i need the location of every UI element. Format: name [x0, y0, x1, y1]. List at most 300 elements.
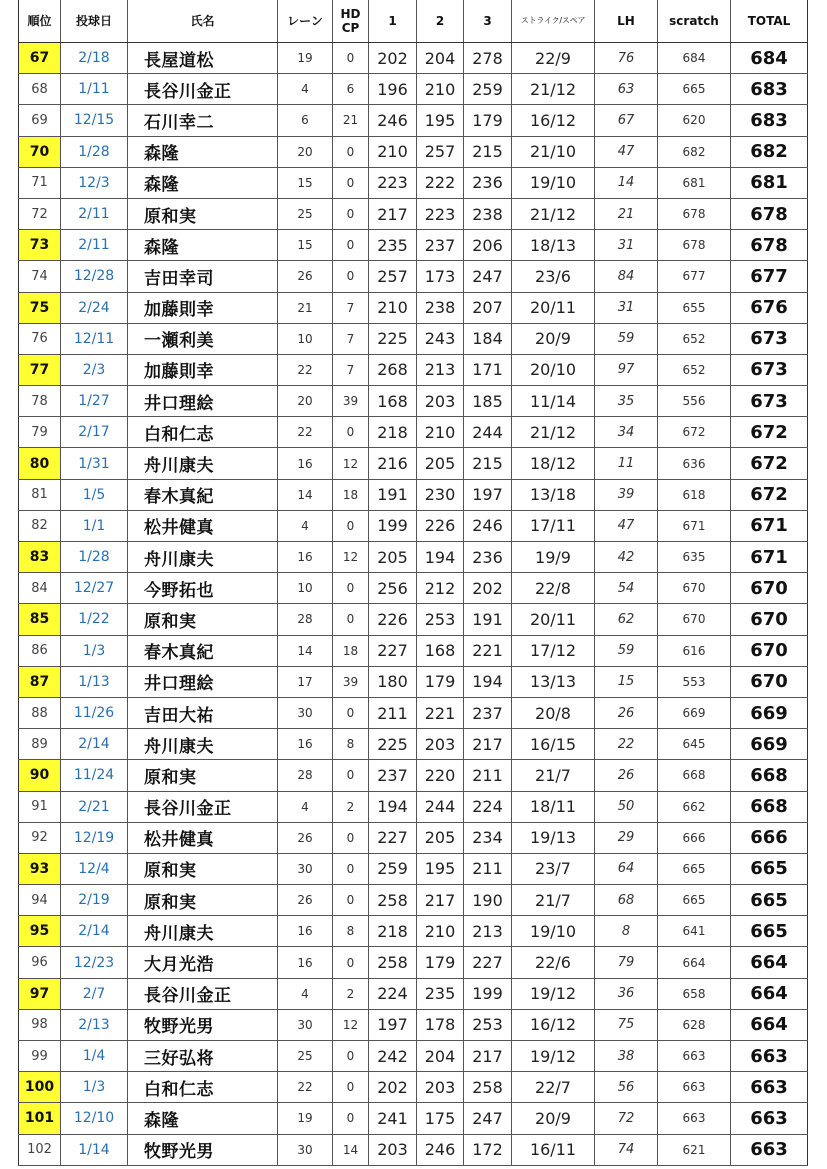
table-row [19, 1041, 808, 1072]
lh-cell: 31 [595, 230, 658, 261]
date-cell: 1/5 [61, 479, 128, 510]
strike-spare-cell: 22/9 [512, 43, 595, 74]
date-cell: 1/27 [61, 386, 128, 417]
table-row [19, 136, 808, 167]
player-name-cell: 森隆 [128, 230, 278, 261]
scratch-cell: 671 [658, 510, 731, 541]
hdcp-cell: 0 [333, 853, 369, 884]
rank-cell: 72 [19, 198, 61, 229]
game2-cell: 179 [417, 666, 464, 697]
rank-cell: 86 [19, 635, 61, 666]
game3-cell: 171 [464, 354, 512, 385]
strike-spare-cell: 18/13 [512, 230, 595, 261]
lh-cell: 42 [595, 542, 658, 573]
game3-cell: 194 [464, 666, 512, 697]
lh-cell: 67 [595, 105, 658, 136]
date-cell: 12/11 [61, 323, 128, 354]
game1-cell: 168 [369, 386, 417, 417]
rank-cell: 78 [19, 386, 61, 417]
strike-spare-cell: 17/11 [512, 510, 595, 541]
lh-cell: 11 [595, 448, 658, 479]
hdcp-cell: 0 [333, 1072, 369, 1103]
player-name-cell: 舟川康夫 [128, 729, 278, 760]
lh-cell: 34 [595, 417, 658, 448]
date-cell: 2/18 [61, 43, 128, 74]
table-row [19, 292, 808, 323]
rank-cell: 102 [19, 1134, 61, 1165]
game1-cell: 235 [369, 230, 417, 261]
table-row [19, 1103, 808, 1134]
header-scratch: scratch [658, 0, 731, 43]
lane-cell: 30 [278, 1009, 333, 1040]
hdcp-cell: 0 [333, 573, 369, 604]
total-cell: 678 [731, 198, 808, 229]
scratch-cell: 553 [658, 666, 731, 697]
player-name-cell: 牧野光男 [128, 1009, 278, 1040]
scratch-cell: 664 [658, 947, 731, 978]
strike-spare-cell: 20/10 [512, 354, 595, 385]
rank-cell: 91 [19, 791, 61, 822]
date-cell: 1/31 [61, 448, 128, 479]
scratch-cell: 616 [658, 635, 731, 666]
lane-cell: 22 [278, 417, 333, 448]
strike-spare-cell: 19/12 [512, 978, 595, 1009]
table-row [19, 230, 808, 261]
player-name-cell: 春木真紀 [128, 635, 278, 666]
lh-cell: 21 [595, 198, 658, 229]
scratch-cell: 635 [658, 542, 731, 573]
table-row [19, 604, 808, 635]
game1-cell: 210 [369, 136, 417, 167]
lh-cell: 50 [595, 791, 658, 822]
game2-cell: 244 [417, 791, 464, 822]
game3-cell: 185 [464, 386, 512, 417]
game3-cell: 258 [464, 1072, 512, 1103]
table-row [19, 978, 808, 1009]
hdcp-cell: 0 [333, 885, 369, 916]
game3-cell: 215 [464, 448, 512, 479]
hdcp-cell: 7 [333, 292, 369, 323]
game2-cell: 203 [417, 729, 464, 760]
total-cell: 663 [731, 1041, 808, 1072]
lane-cell: 19 [278, 43, 333, 74]
header-lh: LH [595, 0, 658, 43]
game3-cell: 211 [464, 853, 512, 884]
lane-cell: 16 [278, 947, 333, 978]
table-row [19, 1134, 808, 1165]
lh-cell: 22 [595, 729, 658, 760]
game3-cell: 213 [464, 916, 512, 947]
player-name-cell: 長屋道松 [128, 43, 278, 74]
header-date: 投球日 [61, 0, 128, 43]
scratch-cell: 628 [658, 1009, 731, 1040]
total-cell: 663 [731, 1134, 808, 1165]
total-cell: 670 [731, 635, 808, 666]
date-cell: 1/3 [61, 1072, 128, 1103]
lh-cell: 72 [595, 1103, 658, 1134]
rank-cell: 95 [19, 916, 61, 947]
game2-cell: 226 [417, 510, 464, 541]
game3-cell: 237 [464, 697, 512, 728]
hdcp-cell: 12 [333, 542, 369, 573]
hdcp-cell: 21 [333, 105, 369, 136]
game3-cell: 236 [464, 167, 512, 198]
total-cell: 663 [731, 1103, 808, 1134]
lh-cell: 97 [595, 354, 658, 385]
scratch-cell: 666 [658, 822, 731, 853]
player-name-cell: 三好弘将 [128, 1041, 278, 1072]
player-name-cell: 白和仁志 [128, 417, 278, 448]
strike-spare-cell: 18/12 [512, 448, 595, 479]
game3-cell: 247 [464, 261, 512, 292]
total-cell: 684 [731, 43, 808, 74]
strike-spare-cell: 23/7 [512, 853, 595, 884]
strike-spare-cell: 21/12 [512, 74, 595, 105]
scratch-cell: 672 [658, 417, 731, 448]
total-cell: 665 [731, 916, 808, 947]
date-cell: 12/3 [61, 167, 128, 198]
lane-cell: 10 [278, 323, 333, 354]
game1-cell: 196 [369, 74, 417, 105]
rank-cell: 71 [19, 167, 61, 198]
player-name-cell: 森隆 [128, 136, 278, 167]
header-total: TOTAL [731, 0, 808, 43]
header-game3: 3 [464, 0, 512, 43]
lane-cell: 15 [278, 167, 333, 198]
game2-cell: 168 [417, 635, 464, 666]
date-cell: 1/1 [61, 510, 128, 541]
game3-cell: 234 [464, 822, 512, 853]
total-cell: 664 [731, 978, 808, 1009]
strike-spare-cell: 19/9 [512, 542, 595, 573]
lane-cell: 16 [278, 916, 333, 947]
rank-cell: 97 [19, 978, 61, 1009]
player-name-cell: 吉田大祐 [128, 697, 278, 728]
game2-cell: 253 [417, 604, 464, 635]
scratch-cell: 636 [658, 448, 731, 479]
table-row [19, 1072, 808, 1103]
game2-cell: 210 [417, 916, 464, 947]
game2-cell: 230 [417, 479, 464, 510]
total-cell: 676 [731, 292, 808, 323]
game1-cell: 256 [369, 573, 417, 604]
date-cell: 1/28 [61, 542, 128, 573]
date-cell: 2/13 [61, 1009, 128, 1040]
header-hdcp: HD CP [333, 0, 369, 43]
scratch-cell: 663 [658, 1072, 731, 1103]
strike-spare-cell: 21/7 [512, 760, 595, 791]
rank-cell: 99 [19, 1041, 61, 1072]
lane-cell: 25 [278, 198, 333, 229]
hdcp-cell: 8 [333, 916, 369, 947]
strike-spare-cell: 20/9 [512, 1103, 595, 1134]
player-name-cell: 牧野光男 [128, 1134, 278, 1165]
game1-cell: 225 [369, 729, 417, 760]
total-cell: 671 [731, 510, 808, 541]
date-cell: 12/15 [61, 105, 128, 136]
hdcp-cell: 18 [333, 635, 369, 666]
game2-cell: 213 [417, 354, 464, 385]
game1-cell: 259 [369, 853, 417, 884]
header-game2: 2 [417, 0, 464, 43]
game3-cell: 211 [464, 760, 512, 791]
scratch-cell: 669 [658, 697, 731, 728]
scratch-cell: 670 [658, 573, 731, 604]
rank-cell: 87 [19, 666, 61, 697]
lane-cell: 15 [278, 230, 333, 261]
rank-cell: 94 [19, 885, 61, 916]
game3-cell: 215 [464, 136, 512, 167]
game2-cell: 178 [417, 1009, 464, 1040]
table-row [19, 105, 808, 136]
player-name-cell: 吉田幸司 [128, 261, 278, 292]
game2-cell: 203 [417, 1072, 464, 1103]
strike-spare-cell: 16/12 [512, 1009, 595, 1040]
game3-cell: 207 [464, 292, 512, 323]
table-row [19, 822, 808, 853]
hdcp-cell: 0 [333, 822, 369, 853]
strike-spare-cell: 20/8 [512, 697, 595, 728]
table-row [19, 635, 808, 666]
table-row [19, 448, 808, 479]
hdcp-cell: 39 [333, 666, 369, 697]
player-name-cell: 井口理絵 [128, 386, 278, 417]
table-row [19, 323, 808, 354]
player-name-cell: 一瀬利美 [128, 323, 278, 354]
date-cell: 11/26 [61, 697, 128, 728]
game2-cell: 204 [417, 43, 464, 74]
player-name-cell: 長谷川金正 [128, 791, 278, 822]
hdcp-cell: 0 [333, 198, 369, 229]
total-cell: 672 [731, 448, 808, 479]
rank-cell: 68 [19, 74, 61, 105]
game2-cell: 204 [417, 1041, 464, 1072]
table-row [19, 853, 808, 884]
table-row [19, 1009, 808, 1040]
scratch-cell: 665 [658, 74, 731, 105]
hdcp-cell: 0 [333, 510, 369, 541]
lane-cell: 16 [278, 729, 333, 760]
game2-cell: 210 [417, 417, 464, 448]
table-row [19, 417, 808, 448]
game1-cell: 199 [369, 510, 417, 541]
lh-cell: 79 [595, 947, 658, 978]
lane-cell: 30 [278, 1134, 333, 1165]
game1-cell: 216 [369, 448, 417, 479]
player-name-cell: 石川幸二 [128, 105, 278, 136]
game2-cell: 238 [417, 292, 464, 323]
game3-cell: 259 [464, 74, 512, 105]
hdcp-cell: 7 [333, 323, 369, 354]
lane-cell: 22 [278, 354, 333, 385]
total-cell: 670 [731, 573, 808, 604]
strike-spare-cell: 13/13 [512, 666, 595, 697]
game2-cell: 175 [417, 1103, 464, 1134]
strike-spare-cell: 20/9 [512, 323, 595, 354]
hdcp-cell: 0 [333, 136, 369, 167]
date-cell: 12/19 [61, 822, 128, 853]
game1-cell: 205 [369, 542, 417, 573]
table-row [19, 43, 808, 74]
lh-cell: 39 [595, 479, 658, 510]
player-name-cell: 大月光浩 [128, 947, 278, 978]
hdcp-cell: 0 [333, 167, 369, 198]
scratch-cell: 677 [658, 261, 731, 292]
game2-cell: 221 [417, 697, 464, 728]
rank-cell: 85 [19, 604, 61, 635]
lh-cell: 8 [595, 916, 658, 947]
game3-cell: 206 [464, 230, 512, 261]
total-cell: 671 [731, 542, 808, 573]
header-strike-spare: ストライク/スペア [512, 0, 595, 43]
date-cell: 1/3 [61, 635, 128, 666]
date-cell: 2/21 [61, 791, 128, 822]
game2-cell: 179 [417, 947, 464, 978]
table-row [19, 479, 808, 510]
game3-cell: 236 [464, 542, 512, 573]
lh-cell: 47 [595, 510, 658, 541]
game3-cell: 217 [464, 729, 512, 760]
lane-cell: 4 [278, 74, 333, 105]
total-cell: 673 [731, 386, 808, 417]
rank-cell: 76 [19, 323, 61, 354]
scratch-cell: 663 [658, 1041, 731, 1072]
lane-cell: 25 [278, 1041, 333, 1072]
lh-cell: 26 [595, 760, 658, 791]
scratch-cell: 618 [658, 479, 731, 510]
lane-cell: 26 [278, 885, 333, 916]
game2-cell: 173 [417, 261, 464, 292]
game3-cell: 190 [464, 885, 512, 916]
header-game1: 1 [369, 0, 417, 43]
lane-cell: 4 [278, 510, 333, 541]
strike-spare-cell: 16/15 [512, 729, 595, 760]
rank-cell: 96 [19, 947, 61, 978]
scratch-cell: 668 [658, 760, 731, 791]
total-cell: 672 [731, 479, 808, 510]
lane-cell: 22 [278, 1072, 333, 1103]
lh-cell: 36 [595, 978, 658, 1009]
lane-cell: 6 [278, 105, 333, 136]
date-cell: 1/13 [61, 666, 128, 697]
lh-cell: 14 [595, 167, 658, 198]
strike-spare-cell: 11/14 [512, 386, 595, 417]
lane-cell: 30 [278, 697, 333, 728]
game1-cell: 223 [369, 167, 417, 198]
scratch-cell: 641 [658, 916, 731, 947]
lh-cell: 68 [595, 885, 658, 916]
rank-cell: 69 [19, 105, 61, 136]
player-name-cell: 原和実 [128, 885, 278, 916]
scratch-cell: 620 [658, 105, 731, 136]
hdcp-cell: 7 [333, 354, 369, 385]
scratch-cell: 682 [658, 136, 731, 167]
lh-cell: 75 [595, 1009, 658, 1040]
lane-cell: 4 [278, 978, 333, 1009]
player-name-cell: 今野拓也 [128, 573, 278, 604]
lh-cell: 74 [595, 1134, 658, 1165]
rank-cell: 101 [19, 1103, 61, 1134]
strike-spare-cell: 21/12 [512, 417, 595, 448]
rank-cell: 77 [19, 354, 61, 385]
lh-cell: 47 [595, 136, 658, 167]
scratch-cell: 670 [658, 604, 731, 635]
date-cell: 2/14 [61, 729, 128, 760]
scratch-cell: 621 [658, 1134, 731, 1165]
lh-cell: 59 [595, 323, 658, 354]
game2-cell: 237 [417, 230, 464, 261]
hdcp-cell: 0 [333, 760, 369, 791]
lh-cell: 62 [595, 604, 658, 635]
strike-spare-cell: 19/12 [512, 1041, 595, 1072]
game2-cell: 195 [417, 853, 464, 884]
game1-cell: 246 [369, 105, 417, 136]
player-name-cell: 春木真紀 [128, 479, 278, 510]
game1-cell: 218 [369, 916, 417, 947]
strike-spare-cell: 21/12 [512, 198, 595, 229]
lane-cell: 30 [278, 853, 333, 884]
scratch-cell: 684 [658, 43, 731, 74]
total-cell: 663 [731, 1072, 808, 1103]
strike-spare-cell: 23/6 [512, 261, 595, 292]
lane-cell: 10 [278, 573, 333, 604]
table-row [19, 916, 808, 947]
game2-cell: 205 [417, 448, 464, 479]
hdcp-cell: 0 [333, 947, 369, 978]
player-name-cell: 白和仁志 [128, 1072, 278, 1103]
scratch-cell: 678 [658, 230, 731, 261]
game3-cell: 224 [464, 791, 512, 822]
table-row [19, 354, 808, 385]
game1-cell: 202 [369, 1072, 417, 1103]
scratch-cell: 662 [658, 791, 731, 822]
player-name-cell: 森隆 [128, 167, 278, 198]
date-cell: 1/11 [61, 74, 128, 105]
game2-cell: 212 [417, 573, 464, 604]
game2-cell: 205 [417, 822, 464, 853]
game1-cell: 191 [369, 479, 417, 510]
date-cell: 11/24 [61, 760, 128, 791]
game1-cell: 242 [369, 1041, 417, 1072]
game3-cell: 199 [464, 978, 512, 1009]
player-name-cell: 原和実 [128, 760, 278, 791]
player-name-cell: 舟川康夫 [128, 542, 278, 573]
player-name-cell: 舟川康夫 [128, 916, 278, 947]
lh-cell: 76 [595, 43, 658, 74]
player-name-cell: 舟川康夫 [128, 448, 278, 479]
game2-cell: 203 [417, 386, 464, 417]
total-cell: 669 [731, 697, 808, 728]
lane-cell: 20 [278, 136, 333, 167]
rank-cell: 100 [19, 1072, 61, 1103]
game2-cell: 243 [417, 323, 464, 354]
rank-cell: 80 [19, 448, 61, 479]
total-cell: 670 [731, 666, 808, 697]
lh-cell: 31 [595, 292, 658, 323]
date-cell: 1/28 [61, 136, 128, 167]
ranking-rows [19, 43, 808, 1166]
lane-cell: 4 [278, 791, 333, 822]
lh-cell: 35 [595, 386, 658, 417]
strike-spare-cell: 19/10 [512, 167, 595, 198]
strike-spare-cell: 16/12 [512, 105, 595, 136]
hdcp-cell: 0 [333, 1103, 369, 1134]
scratch-cell: 658 [658, 978, 731, 1009]
date-cell: 2/7 [61, 978, 128, 1009]
date-cell: 2/17 [61, 417, 128, 448]
header-rank: 順位 [19, 0, 61, 43]
scratch-cell: 645 [658, 729, 731, 760]
